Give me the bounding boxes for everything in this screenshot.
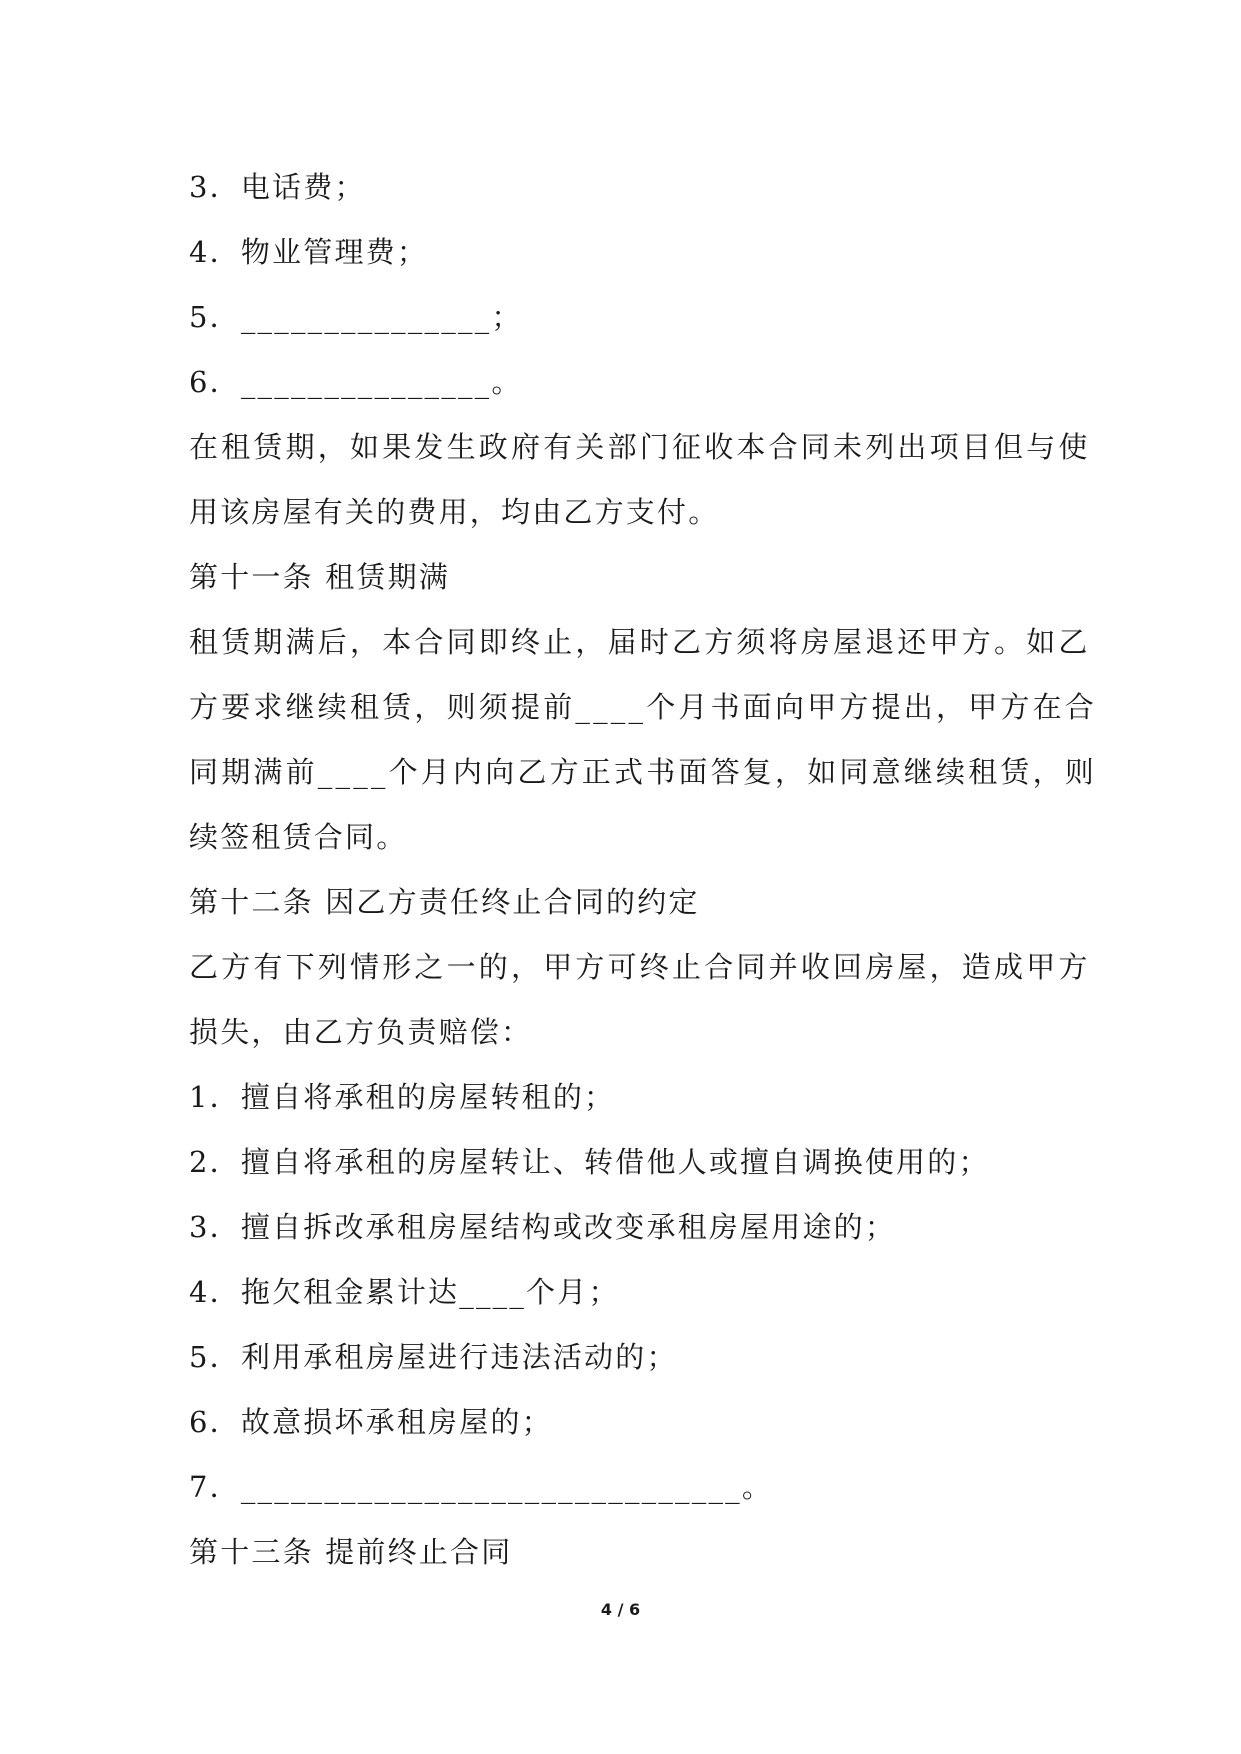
paragraph-fees-line-2: 用该房屋有关的费用，均由乙方支付。 bbox=[189, 495, 720, 529]
list-item-blank-6: 6．_______________。 bbox=[189, 365, 523, 399]
article-11-line-1: 租赁期满后，本合同即终止，届时乙方须将房屋退还甲方。如乙 bbox=[189, 625, 1091, 659]
article-11-heading: 第十一条 租赁期满 bbox=[189, 560, 451, 594]
article-12-item-5: 5．利用承租房屋进行违法活动的； bbox=[189, 1340, 678, 1374]
document-body bbox=[189, 155, 1098, 1585]
article-12-item-6: 6．故意损坏承租房屋的； bbox=[189, 1405, 553, 1439]
list-item-telephone-fee: 3．电话费； bbox=[189, 170, 366, 204]
paragraph-fees-line-1: 在租赁期，如果发生政府有关部门征收本合同未列出项目但与使 bbox=[189, 430, 1091, 464]
list-item-blank-5: 5．_______________； bbox=[189, 300, 523, 334]
article-11-line-4: 续签租赁合同。 bbox=[189, 820, 408, 854]
article-12-item-7: 7．______________________________。 bbox=[189, 1470, 774, 1504]
article-12-item-2: 2．擅自将承租的房屋转让、转借他人或擅自调换使用的； bbox=[189, 1145, 990, 1179]
article-11-line-3: 同期满前____个月内向乙方正式书面答复，如同意继续租赁，则 bbox=[189, 755, 1098, 789]
list-item-property-fee: 4．物业管理费； bbox=[189, 235, 429, 269]
article-12-heading: 第十二条 因乙方责任终止合同的约定 bbox=[189, 885, 700, 919]
article-12-intro-line-2: 损失，由乙方负责赔偿： bbox=[189, 1015, 533, 1049]
article-12-item-4: 4．拖欠租金累计达____个月； bbox=[189, 1275, 620, 1309]
article-12-item-1: 1．擅自将承租的房屋转租的； bbox=[189, 1080, 616, 1114]
article-13-heading: 第十三条 提前终止合同 bbox=[189, 1535, 513, 1569]
page-number: 4 / 6 bbox=[600, 1600, 641, 1619]
article-11-line-2: 方要求继续租赁，则须提前____个月书面向甲方提出，甲方在合 bbox=[189, 690, 1098, 724]
article-12-intro-line-1: 乙方有下列情形之一的，甲方可终止合同并收回房屋，造成甲方 bbox=[189, 950, 1091, 984]
article-12-item-3: 3．擅自拆改承租房屋结构或改变承租房屋用途的； bbox=[189, 1210, 897, 1244]
